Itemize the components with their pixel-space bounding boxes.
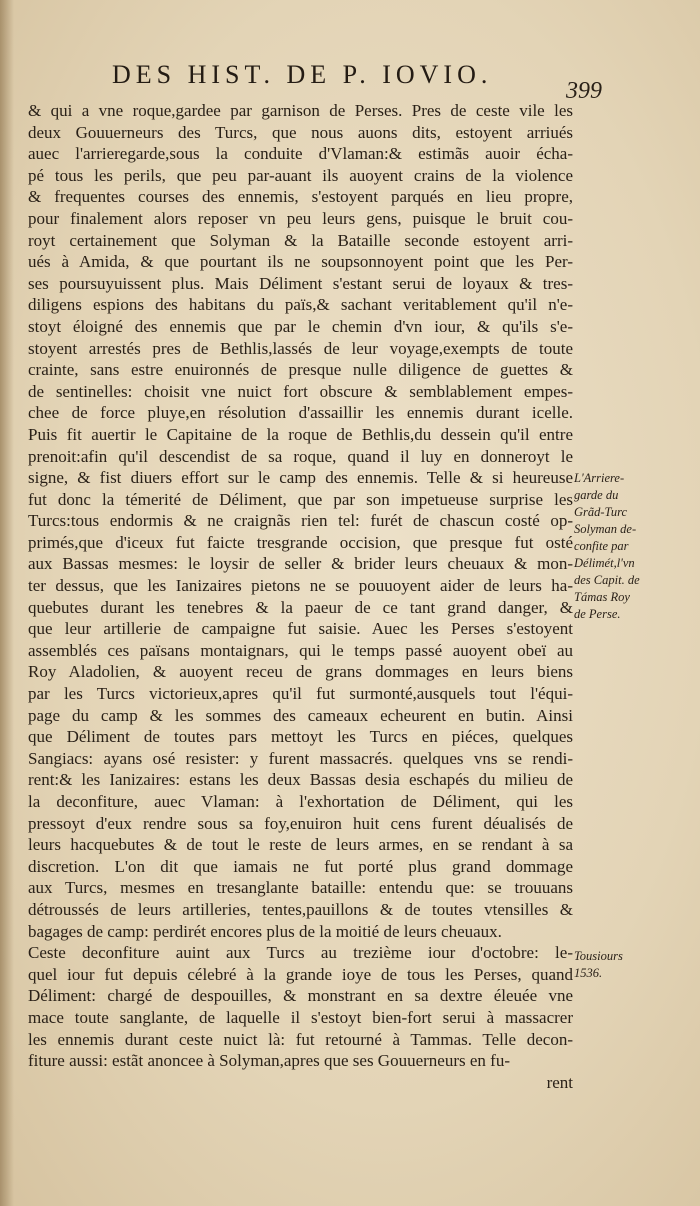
text-line: quebutes durant les tenebres & la paeur de ce tant grand danger, &: [28, 597, 573, 617]
text-line: & qui a vne roque,gardee par garnison de Perses. Pres de ceste vile les: [28, 101, 573, 120]
margin-note-line: Solyman de-: [574, 522, 637, 536]
text-line: assemblés ces païsans montaignars, qui le temps passé auoyent obeï au: [28, 640, 573, 660]
text-line: que Déliment de toutes pars mettoyt les Turcs en piéces, quelques: [28, 727, 573, 747]
text-line: Puis fit auertir le Capitaine de la roque de Bethlis,du dessein qu'il entre: [28, 424, 573, 444]
page-number: 399: [566, 78, 602, 104]
text-line: signe, & fist diuers effort sur le camp des ennemis. Telle & si heureuse: [28, 468, 573, 488]
margin-note-line: de Perse.: [574, 607, 621, 621]
text-line: leurs hacquebutes & de tout le reste de leurs armes, en se rendant à sa: [28, 835, 573, 855]
text-line: prenoit:afin qu'il descendist de sa roque, quand il luy en donneroyt le: [28, 446, 573, 466]
text-line: rent: [546, 1072, 573, 1092]
text-line: ués à Amida, & que pourtant ils ne soupsonnoyent point que les Per-: [28, 252, 573, 272]
running-head: DES HIST. DE P. IOVIO.: [112, 60, 493, 89]
margin-note-line: Grãd-Turc: [574, 505, 628, 519]
text-line: crainte, sans estre enuironnés de presque nulle diligence de guettes &: [28, 360, 573, 380]
margin-note-line: Tousiours: [574, 949, 623, 963]
body-text: [28, 100, 573, 1093]
text-line: par les Turcs victorieux,apres qu'il fut surmonté,ausquels tout l'équi-: [28, 684, 573, 704]
text-line: Déliment: chargé de despouilles, & monstrant en sa dextre éleuée vne: [28, 986, 573, 1006]
page-header: [0, 60, 700, 104]
text-line: diligens espions des habitans du païs,& sachant veritablement qu'il n'e-: [28, 295, 573, 315]
text-line: Ceste deconfiture auint aux Turcs au trezième iour d'octobre: le-: [28, 943, 573, 963]
text-line: que leur artillerie de campaigne fut saisie. Auec les Perses s'estoyent: [28, 619, 573, 639]
margin-note-line: Délimét,l'vn: [574, 556, 635, 570]
text-line: Turcs:tous endormis & ne craignãs rien tel: furét de chascun costé op-: [28, 511, 573, 531]
margin-note-date: [574, 948, 686, 982]
text-line: pé tous les perils, que peu par-auant ils auoyent crains de la violence: [28, 165, 573, 185]
text-line: mace toute sanglante, de laquelle il s'estoyt bien-fort serui à massacrer: [28, 1007, 573, 1027]
text-line: primés,que d'iceux fut faicte tresgrande occision, que presque fut osté: [28, 532, 573, 552]
page-gutter-shadow: [0, 0, 14, 1206]
text-line: les ennemis durant ceste nuict là: fut retourné à Tammas. Telle decon-: [28, 1029, 573, 1049]
text-line: la deconfiture, auec Vlaman: à l'exhortation de Déliment, qui les: [28, 792, 573, 811]
text-line: rent:& les Ianizaires: estans les deux Bassas desia eschapés du milieu de: [28, 770, 573, 790]
text-line: ter dessus, que les Ianizaires pietons ne se pouuoyent aider de leurs ha-: [28, 576, 573, 596]
text-line: discretion. L'on dit que iamais ne fut porté plus grand dommage: [28, 856, 573, 876]
margin-note-line: confite par: [574, 539, 629, 553]
text-line: bagages de camp: perdirét encores plus de la moitié de leurs cheuaux.: [28, 921, 502, 941]
margin-note-line: Támas Roy: [574, 590, 630, 604]
text-line: de sentinelles: choisit vne nuict fort obscure & semblablement empes-: [28, 381, 573, 401]
text-line: pour finalement alors reposer vn peu leurs gens, puisque le bruit cou-: [28, 208, 573, 228]
text-line: page du camp & les sommes des cameaux echeurent en butin. Ainsi: [28, 705, 573, 725]
text-line: chee de force pluye,en résolution d'assaillir les ennemis durant icelle.: [28, 403, 573, 423]
text-line: aux Turcs, mesmes en tresanglante bataille: entendu que: se trouuans: [28, 878, 573, 898]
text-line: auec l'arrieregarde,sous la conduite d'Vlaman:& estimãs auoir écha-: [28, 144, 573, 164]
text-line: ses poursuyuissent plus. Mais Déliment s'estant serui de loyaux & tres-: [28, 273, 573, 293]
text-line: pressoyt d'eux rendre sous sa foy,enuiron huit cens furent déualisés de: [28, 813, 573, 833]
text-line: fut donc la témerité de Déliment, que par son impetueuse surprise les: [28, 489, 573, 509]
text-line: aux Bassas mesmes: le loysir de seller & brider leurs cheuaux & mon-: [28, 554, 573, 574]
text-line: deux Gouuerneurs des Turcs, que nous auons dits, estoyent arriués: [28, 122, 573, 142]
text-line: stoyt éloigné des ennemis que par le chemin d'vn iour, & qu'ils s'e-: [28, 316, 573, 336]
margin-note-arrieregarde: [574, 470, 686, 623]
text-line: stoyent arrestés pres de Bethlis,lassés de leur voyage,exempts de toute: [28, 338, 573, 358]
margin-note-line: garde du: [574, 488, 619, 502]
text-line: royt certainement que Solyman & la Bataille seconde estoyent arri-: [28, 230, 573, 250]
text-line: Sangiacs: ayans osé resister: y furent massacrés. quelques vns se rendi-: [28, 748, 573, 768]
text-line: fiture aussi: estãt anoncee à Solyman,apres que ses Gouuerneurs en fu-: [28, 1051, 510, 1071]
text-line: & frequentes courses des ennemis, s'estoyent parqués en lieu propre,: [28, 187, 573, 207]
margin-note-line: L'Arriere-: [574, 471, 625, 485]
margin-note-line: des Capit. de: [574, 573, 640, 587]
text-line: Roy Aladolien, & auoyent receu de grans dommages en leurs biens: [28, 662, 573, 682]
text-line: quel iour fut depuis célebré à la grande ioye de tous les Perses, quand: [28, 964, 573, 984]
margin-note-line: 1536.: [574, 966, 603, 980]
text-line: détroussés de leurs artilleries, tentes,pauillons & de toutes vtensilles &: [28, 899, 573, 919]
